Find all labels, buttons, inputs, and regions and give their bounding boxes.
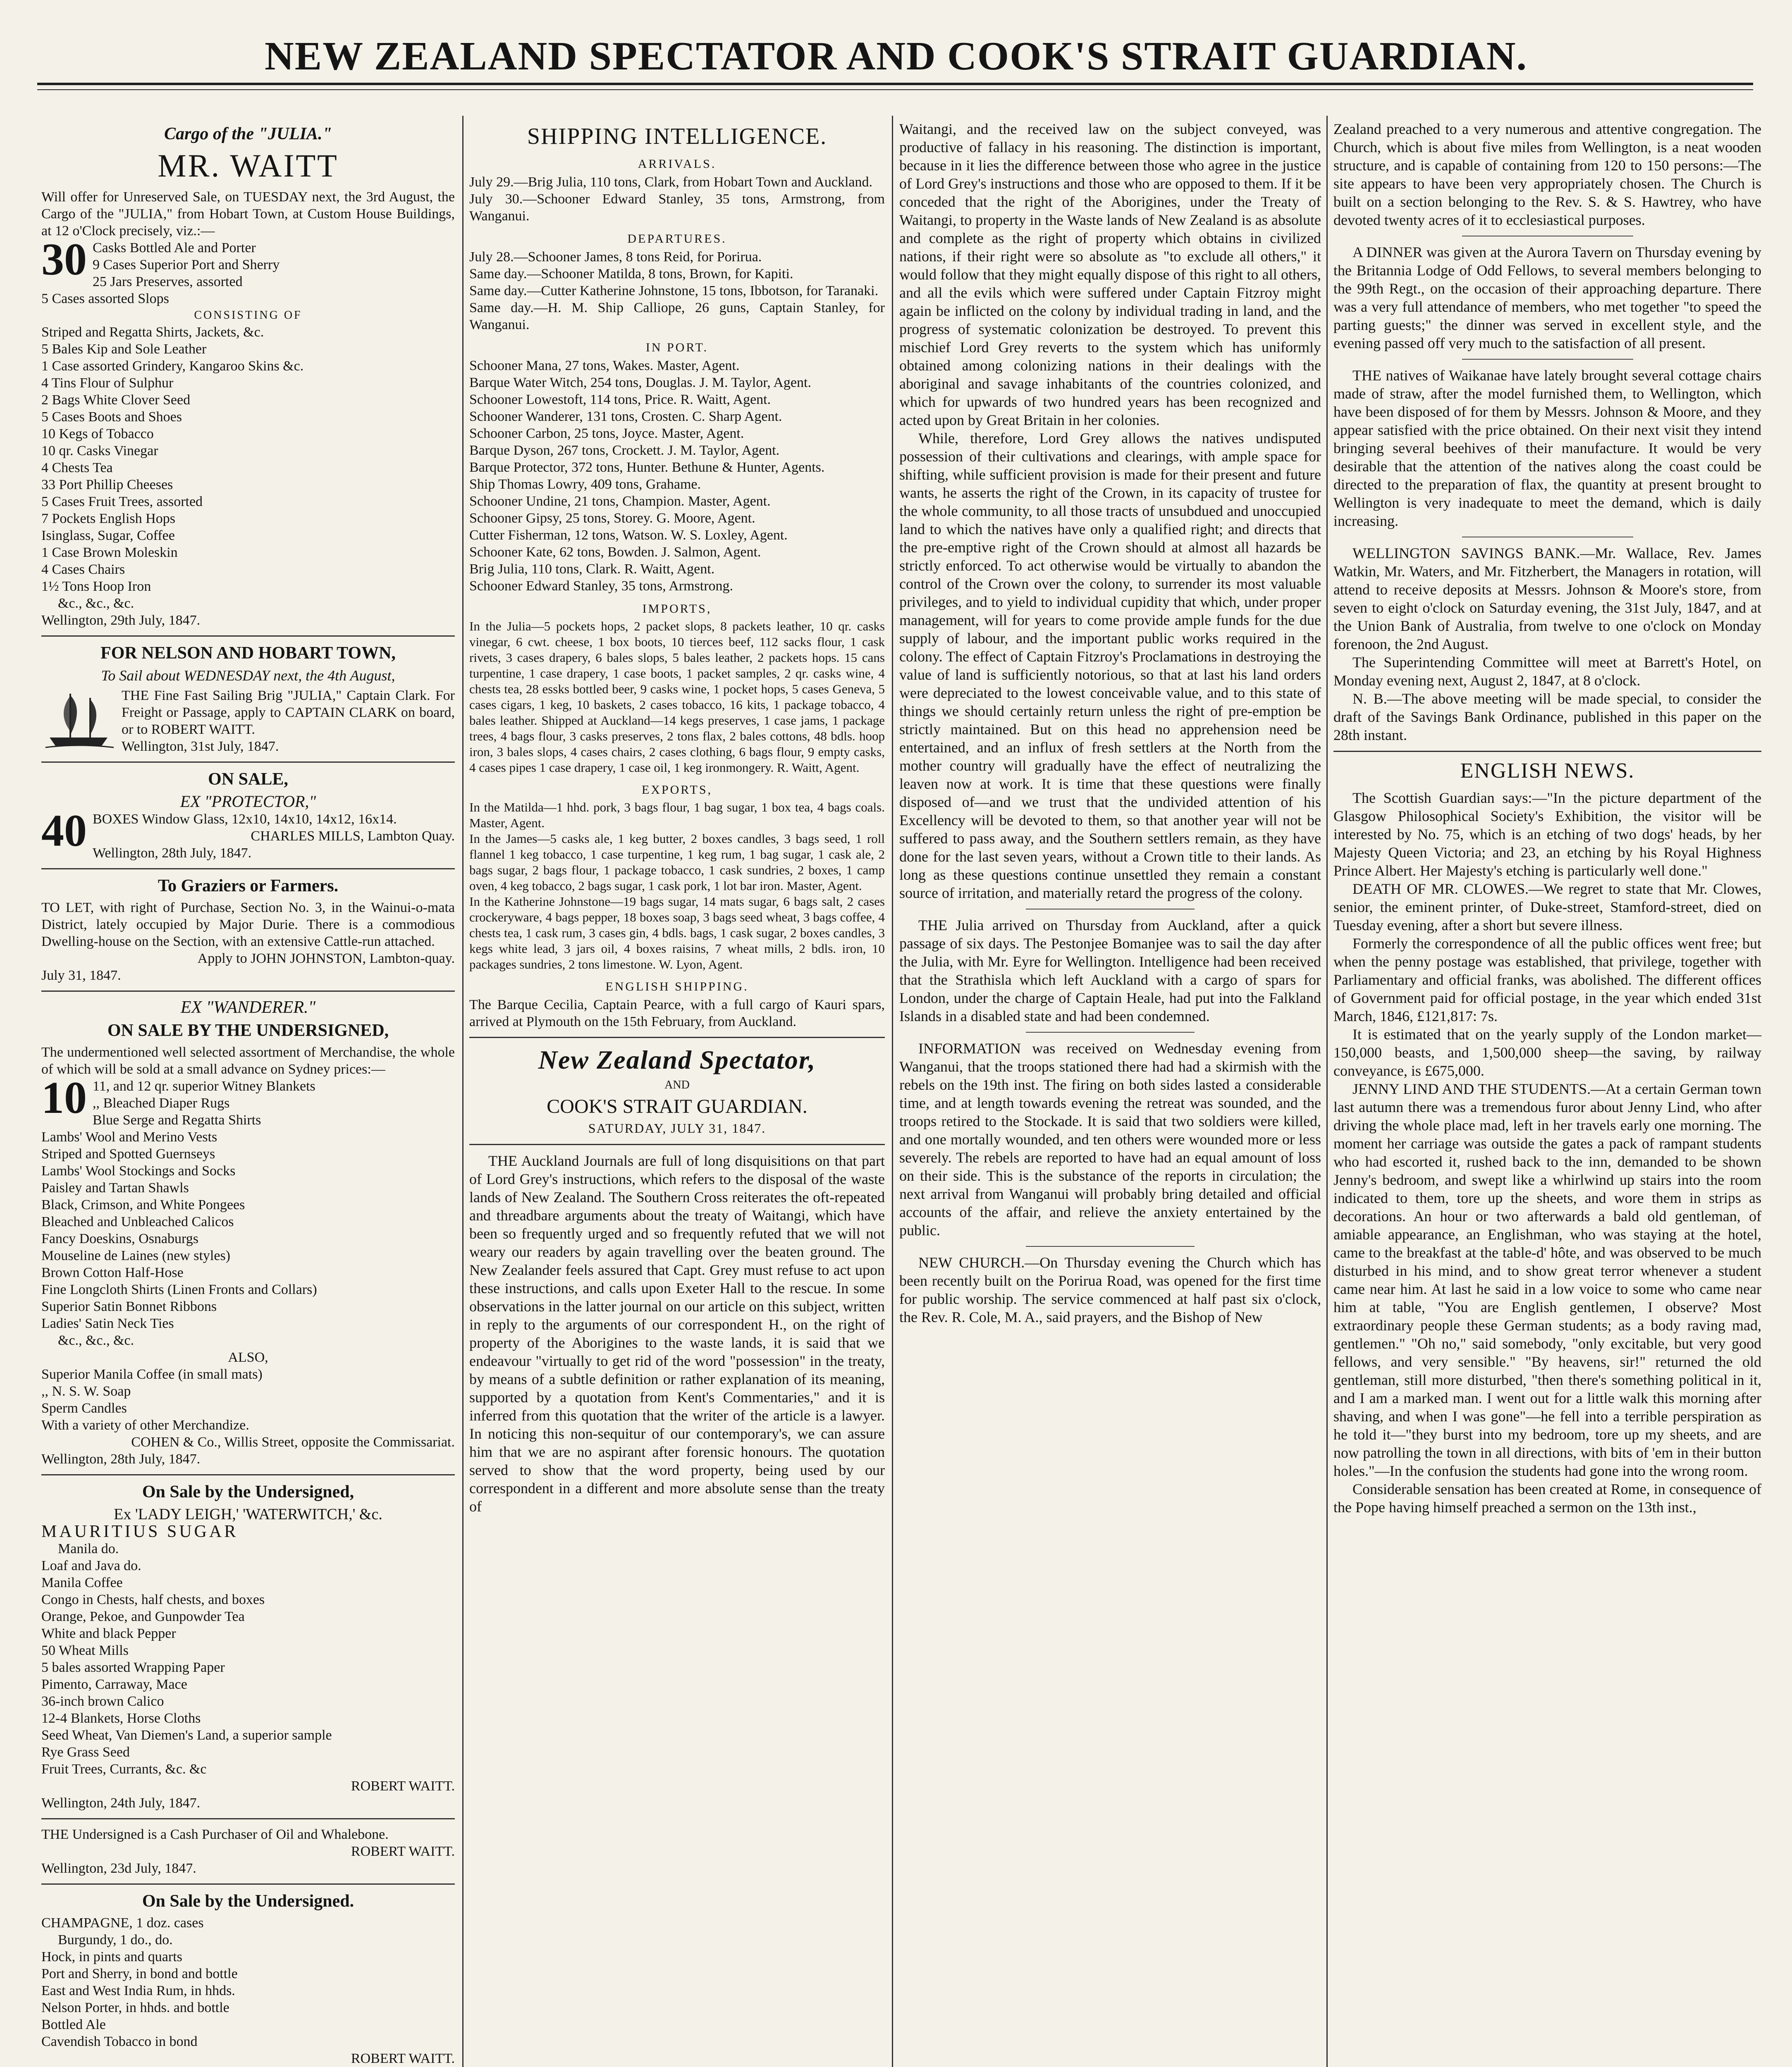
list-item: Fine Longcloth Shirts (Linen Fronts and Collars) xyxy=(41,1282,317,1297)
list-item: Manila Coffee xyxy=(41,1575,123,1590)
ad-heading: FOR NELSON AND HOBART TOWN, xyxy=(100,644,396,663)
list-item: Orange, Pekoe, and Gunpowder Tea xyxy=(41,1609,245,1624)
separator xyxy=(1462,359,1633,360)
shipping-entry: Schooner Gipsy, 25 tons, Storey. G. Moore, Agent. xyxy=(469,511,755,526)
list-item: 5 bales assorted Wrapping Paper xyxy=(41,1660,225,1675)
news-item: NEW CHURCH.—On Thursday evening the Church which has been recently built on the Porirua Road, was opened for the first time for public worship. The service commenced at half past six o'clock, the Rev. R. Cole, M. A., said prayers, and the Bishop of New xyxy=(899,1254,1321,1325)
paper-title: New Zealand Spectator, xyxy=(538,1045,816,1074)
list-item: 12-4 Blankets, Horse Cloths xyxy=(41,1711,201,1726)
list-item: CHAMPAGNE, 1 doz. cases xyxy=(41,1915,204,1931)
list-item: Paisley and Tartan Shawls xyxy=(41,1180,189,1196)
ad-subheading: EX "PROTECTOR," xyxy=(180,792,316,811)
list-item: Black, Crimson, and White Pongees xyxy=(41,1197,245,1213)
list-item: East and West India Rum, in hhds. xyxy=(41,1983,235,1998)
news-item: A DINNER was given at the Aurora Tavern on Thursday evening by the Britannia Lodge of Odd Fellows, to several members belonging to the 99th Regt., on the occasion of their approaching departure. There was a very full attendance of members, who met together "to speed the parting guests;" the dinner was served in excellent style, and the evening passed off very much to the satisfaction of all present. xyxy=(1333,244,1761,351)
separator xyxy=(1026,1032,1195,1033)
shipping-entry: Barque Protector, 372 tons, Hunter. Bethune & Hunter, Agents. xyxy=(469,460,825,475)
shipping-entry: Same day.—Schooner Matilda, 8 tons, Brown, for Kapiti. xyxy=(469,266,793,282)
ad-subheading: Ex 'LADY LEIGH,' 'WATERWITCH,' &c. xyxy=(114,1506,382,1523)
shipping-entry: July 30.—Schooner Edward Stanley, 35 tons, Armstrong, from Wanganui. xyxy=(469,191,885,224)
ad-quantity: 40 xyxy=(41,805,87,856)
ad-signature: ROBERT WAITT. xyxy=(351,1778,455,1794)
column-advertisements xyxy=(41,120,455,2067)
news-item: WELLINGTON SAVINGS BANK.—Mr. Wallace, Rev. James Watkin, Mr. Waters, and Mr. Fitzherbert, the Managers in rotation, will attend to receive deposits at Messrs. Johnson & Moore's store, from seven to eight o'clock on Saturday evening, the 31st July, 1847, and at the Union Bank of Australia, from twelve to one o'clock on Monday forenoon, the 2nd August. xyxy=(1333,545,1761,652)
separator xyxy=(41,868,455,869)
section-subheading: EXPORTS, xyxy=(641,783,713,797)
list-item: Ladies' Satin Neck Ties xyxy=(41,1316,174,1331)
separator xyxy=(1333,751,1761,752)
separator xyxy=(41,1883,455,1885)
list-item: Cavendish Tobacco in bond xyxy=(41,2034,198,2049)
list-item: ,, Bleached Diaper Rugs xyxy=(93,1096,230,1111)
ad-date: July 31, 1847. xyxy=(41,968,121,983)
ad-body xyxy=(41,687,455,738)
list-item: 10 Kegs of Tobacco xyxy=(41,426,154,442)
editorial-text: Waitangi, and the received law on the subject conveyed, was productive of fallacy in his reasoning. The distinction is important, because in it lies the difference between those who agree in the justice of Lord Grey's instructions and those who are opposed to them. If it be conceded that the right of the Aborigines, under the Treaty of Waitangi, to property in the Waste lands of New Zealand is as absolute and complete as the right of property which obtains in civilized nations, if their right were so absolute as "to exclude all others," it would follow that they might equally dispose of this right to all others, and all the evils which were suffered under Captain Fitzroy might again be inflicted on the colony by individual trading in land, and the progress of systematic colonization be destroyed. To prevent this mischief Lord Grey reverts to the system which has uniformly obtained among colonizing nations in their dealings with the aboriginal and savage inhabitants of the countries colonized, and which for upwards of two hundred years has been recognized and acted upon by Great Britain in her colonies. xyxy=(899,121,1321,428)
exports-text: In the Matilda—1 hhd. pork, 3 bags flour, 1 bag sugar, 1 box tea, 4 bags coals. Master, Agent. xyxy=(469,800,885,830)
shipping-entry: Same day.—Cutter Katherine Johnstone, 15 tons, Ibbotson, for Taranaki. xyxy=(469,283,879,298)
list-item: Nelson Porter, in hhds. and bottle xyxy=(41,2000,229,2015)
separator xyxy=(41,1474,455,1475)
paper-date: SATURDAY, JULY 31, 1847. xyxy=(588,1121,766,1136)
ad-list xyxy=(41,324,455,612)
list-item: 5 Bales Kip and Sole Leather xyxy=(41,341,207,357)
news-item: Considerable sensation has been created at Rome, in consequence of the Pope having himself preached a sermon on the 13th inst., xyxy=(1333,1481,1761,1516)
ad-subheading: ON SALE BY THE UNDERSIGNED, xyxy=(107,1021,389,1040)
section-subheading: IN PORT. xyxy=(645,341,709,354)
ad-heading: ON SALE, xyxy=(208,770,288,789)
list-item: Burgundy, 1 do., do. xyxy=(58,1932,173,1948)
list-item: Mouseline de Laines (new styles) xyxy=(41,1248,230,1263)
list-item: Manila do. xyxy=(58,1541,119,1556)
separator xyxy=(41,635,455,637)
ad-heading: To Graziers or Farmers. xyxy=(158,876,339,895)
list-item: Brown Cotton Half-Hose xyxy=(41,1265,184,1280)
shipping-entry: Cutter Fisherman, 12 tons, Watson. W. S. Loxley, Agent. xyxy=(469,527,788,543)
column-shipping xyxy=(469,120,885,2067)
news-item: INFORMATION was received on Wednesday evening from Wanganui, that the troops stationed there had had a skirmish with the rebels on the 19th inst. The firing on both sides lasted a considerable time, and at length towards evening the retreat was sounded, and the troops retired to the Stockade. It is said that two soldiers were killed, and one mortally wounded, and ten others were wounded more or less severely. The rebels are reported to have had an equal amount of loss on their side. This is the substance of the reports in circulation; the next arrival from Wanganui will probably bring detailed and official accounts of the affair, and relieve the anxiety entertained by the public. xyxy=(899,1040,1321,1239)
news-item: Zealand preached to a very numerous and attentive congregation. The Church, which is about five miles from Wellington, is a neat wooden structure, and is capable of containing from 120 to 150 persons:—The site appears to have been very appropriately chosen. The Church is built on a section belonging to the Rev. S. & S. Hawtrey, who have devoted twenty acres of it to ecclesiastical purposes. xyxy=(1333,121,1761,228)
editorial-text: THE Auckland Journals are full of long disquisitions on that part of Lord Grey's instructions, which refers to the disposal of the waste lands of New Zealand. The Southern Cross reiterates the oft-repeated and threadbare arguments about the treaty of Waitangi, which have been so frequently urged and so frequently refuted that we will not weary our readers by again travelling over the beaten ground. The New Zealander feels assured that Capt. Grey must refuse to act upon these instructions, and calls upon Exeter Hall to the rescue. In some observations in the latter journal on our article on this subject, written in reply to the arguments of our correspondent H., on the right of property of the Aborigines to the waste lands, it is said that we endeavour "virtually to get rid of the word "possession" in the treaty, by means of a subtle definition or rather explanation of its meaning, supported by a quotation from Kent's Commentaries," and it is inferred from this quotation that the writer of the article is a lawyer. In noticing this non-sequitur of our contemporary's, we can assure him that we are no aspirant after forensic honours. The quotation served to show that the word property, being used by our correspondent in a different and more absolute sense than the treaty of xyxy=(469,1153,885,1515)
ad-heading: Cargo of the "JULIA." xyxy=(164,124,332,143)
list-item: Loaf and Java do. xyxy=(41,1558,141,1573)
ad-subheading: CONSISTING OF xyxy=(194,309,302,322)
ad-signature: CHARLES MILLS, Lambton Quay. xyxy=(251,828,455,844)
list-item: 4 Chests Tea xyxy=(41,460,113,475)
ad-date: Wellington, 31st July, 1847. xyxy=(122,739,279,754)
list-item: Fruit Trees, Currants, &c. &c xyxy=(41,1761,207,1777)
list-item: 25 Jars Preserves, assorted xyxy=(93,274,243,289)
shipping-entry: Ship Thomas Lowry, 409 tons, Grahame. xyxy=(469,477,701,492)
ad-text: Will offer for Unreserved Sale, on TUESDAY next, the 3rd August, the Cargo of the "JULIA," from Hobart Town, at Custom House Buildings, at 12 o'Clock precisely, viz.:— xyxy=(41,189,455,239)
list-item: White and black Pepper xyxy=(41,1626,176,1641)
shipping-entry: Schooner Undine, 21 tons, Champion. Master, Agent. xyxy=(469,494,771,509)
ad-text: THE Undersigned is a Cash Purchaser of Oil and Whalebone. xyxy=(41,1827,389,1842)
list-item: Isinglass, Sugar, Coffee xyxy=(41,528,175,543)
section-title: ENGLISH NEWS. xyxy=(1460,759,1635,783)
paper-subtitle: COOK'S STRAIT GUARDIAN. xyxy=(547,1096,808,1117)
list-item: Fancy Doeskins, Osnaburgs xyxy=(41,1231,198,1246)
ad-text: The undermentioned well selected assortment of Merchandise, the whole of which will be sold at a small advance on Sydney prices:— xyxy=(41,1045,455,1077)
imports-text: In the Julia—5 pockets hops, 2 packet slops, 8 packets leather, 10 qr. casks vinegar, 6 cwt. cheese, 1 box boots, 10 tierces beef, 112 sacks flour, 1 cask rivets, 3 cases drapery, 6 bales slops, 5 bales leather, 2 packets hops. 15 cans turpentine, 1 case drapery, 1 case boots, 1 packet samples, 2 qr. casks wine, 4 chests tea, 28 essks bottled beer, 9 casks wine, 1 pocket hops, 5 cases Geneva, 5 cases cigars, 1 keg, 10 baskets, 2 cases tobacco, 16 kits, 1 package tobacco, 4 bales leather. Shipped at Auckland—14 kegs preserves, 1 case jams, 1 package trees, 4 bags flour, 3 casks preserves, 2 tons flax, 2 bales cottons, 48 bdls. hoop iron, 3 bales slops, 4 cases chairs, 2 cases clothing, 6 bags flour, 9 empty casks, 4 cases pipes 1 case drapery, 1 case oil, 1 keg ironmongery. R. Waitt, Agent. xyxy=(469,619,885,775)
shipping-entry: July 29.—Brig Julia, 110 tons, Clark, from Hobart Town and Auckland. xyxy=(469,174,873,190)
ad-signature: COHEN & Co., Willis Street, opposite the Commissariat. xyxy=(131,1434,455,1450)
list-item: Lambs' Wool Stockings and Socks xyxy=(41,1163,236,1179)
list-item: 1 Case assorted Grindery, Kangaroo Skins &c. xyxy=(41,358,304,374)
list-item: Seed Wheat, Van Diemen's Land, a superior sample xyxy=(41,1728,332,1743)
separator xyxy=(41,761,455,763)
separator xyxy=(1026,1246,1195,1247)
list-item: Lambs' Wool and Merino Vests xyxy=(41,1129,217,1145)
news-item: The Superintending Committee will meet at Barrett's Hotel, on Monday evening next, August 2, 1847, at 8 o'clock. xyxy=(1333,654,1761,689)
news-item: Formerly the correspondence of all the public offices went free; but when the penny postage was established, that privilege, together with Parliamentary and official franks, was abolished. The different offices of Government paid for official postage, in the year which ended 31st March, 1846, £121,817: 7s. xyxy=(1333,935,1761,1024)
editorial-text: While, therefore, Lord Grey allows the natives undisputed possession of their cultivations and clearings, with ample space for shifting, while sufficient provision is made for their present and future wants, he asserts the right of the Crown, in its capacity of trustee for the whole community, to all those tracts of unsubdued and unoccupied land to which the natives have only a qualified right; and directs that the pre-emptive right of the Crown should at almost all hazards be strictly enforced. To act otherwise would be virtually to abandon the control of the Crown over the colony, to surrender its most valuable privileges, and to yield to individual cupidity that which, under proper management, will for years to come provide ample funds for the due supply of labour, and the important public works required in the colony. The effect of Captain Fitzroy's Proclamations in destroying the value of land is sufficiently notorious, so that at last his land orders were depreciated to the lowest conceivable value, and to this state of things we should certainly return unless the right of pre-emption be strictly maintained. But on this head no apprehension need be entertained, and an influx of fresh settlers at the North from the mother country will gradually have the effect of neutralizing the leaven now at work. It is time that these questions were finally disposed of—and we trust that the undivided attention of his Excellency will be devoted to them, so that another year will not be suffered to pass away, and the Southern settlers remain, as they have done for the last seven years, without a Crown title to their lands. As long as these questions continue unsettled they remain a constant source of irritation, and materially retard the progress of the colony. xyxy=(899,430,1321,901)
column-divider xyxy=(1326,116,1328,2067)
shipping-entry: Schooner Wanderer, 131 tons, Crosten. C. Sharp Agent. xyxy=(469,409,782,424)
news-item: DEATH OF MR. CLOWES.—We regret to state that Mr. Clowes, senior, the eminent printer, of Duke-street, Stamford-street, died on Tuesday evening, after a short but severe illness. xyxy=(1333,881,1761,933)
shipping-entry: Brig Julia, 110 tons, Clark. R. Waitt, Agent. xyxy=(469,561,715,577)
section-subheading: IMPORTS, xyxy=(642,602,712,616)
list-item: Sperm Candles xyxy=(41,1401,127,1416)
list-item: Superior Manila Coffee (in small mats) xyxy=(41,1367,263,1382)
ad-signature: ROBERT WAITT. xyxy=(351,1844,455,1859)
list-item: 1 Case Brown Moleskin xyxy=(41,545,178,560)
list-item: 2 Bags White Clover Seed xyxy=(41,392,191,408)
list-item: ,, N. S. W. Soap xyxy=(41,1384,131,1399)
section-subheading: DEPARTURES. xyxy=(627,232,727,246)
list-item: Bleached and Unbleached Calicos xyxy=(41,1214,234,1229)
sailing-ship-icon xyxy=(41,689,116,751)
english-shipping-text: The Barque Cecilia, Captain Pearce, with a full cargo of Kauri spars, arrived at Plymouth on the 15th February, from Auckland. xyxy=(469,997,885,1029)
separator xyxy=(41,1818,455,1819)
list-item: Rye Grass Seed xyxy=(41,1745,130,1760)
section-title: SHIPPING INTELLIGENCE. xyxy=(527,124,827,149)
news-item: The Scottish Guardian says:—"In the picture department of the Glasgow Philosophical Society's Exhibition, the visitor will be interested by No. 75, which is an etching of two dogs' heads, by her Majesty Queen Victoria; and 23, an etching by his Royal Highness Prince Albert. Her Majesty's etching is particularly well done." xyxy=(1333,790,1761,879)
column-divider xyxy=(462,116,464,2067)
list-item: Striped and Spotted Guernseys xyxy=(41,1146,215,1162)
separator xyxy=(469,1037,885,1038)
ad-signature: ROBERT WAITT. xyxy=(351,2051,455,2066)
list-item: 9 Cases Superior Port and Sherry xyxy=(93,257,280,272)
separator xyxy=(469,1144,885,1145)
ad-text: BOXES Window Glass, 12x10, 14x10, 14x12, 16x14. xyxy=(93,812,397,827)
list-item: 5 Cases Fruit Trees, assorted xyxy=(41,494,203,509)
shipping-entry: Barque Water Witch, 254 tons, Douglas. J. M. Taylor, Agent. xyxy=(469,375,811,390)
ad-signature: Apply to JOHN JOHNSTON, Lambton-quay. xyxy=(197,951,455,966)
ad-date: Wellington, 29th July, 1847. xyxy=(41,613,201,628)
ad-text: THE Fine Fast Sailing Brig "JULIA," Captain Clark. For Freight or Passage, apply to CAPTAIN CLARK on board, or to ROBERT WAITT. xyxy=(122,688,455,737)
list-item: 4 Cases Chairs xyxy=(41,562,125,577)
exports-text: In the Katherine Johnstone—19 bags sugar, 14 mats sugar, 6 bags salt, 2 cases crockeryware, 4 bags pepper, 18 boxes soap, 3 bags seed wheat, 3 bags coffee, 4 chests tea, 1 cask rum, 3 cases gin, 4 bdls. bags, 1 cask sugar, 2 boxes candles, 3 kegs white lead, 3 jars oil, 4 boxes raisins, 7 wheat mills, 2 bdls. iron, 10 packages sundries, 2 tons limestone. W. Lyon, Agent. xyxy=(469,894,885,971)
column-divider xyxy=(892,116,893,2067)
list-item: Pimento, Carraway, Mace xyxy=(41,1677,187,1692)
list-item: Hock, in pints and quarts xyxy=(41,1949,182,1964)
ad-heading: On Sale by the Undersigned. xyxy=(142,1892,354,1911)
exports-text: In the James—5 casks ale, 1 keg butter, 2 boxes candles, 3 bags seed, 1 roll flannel 1 keg tobacco, 1 case turpentine, 1 keg rum, 1 bag sugar, 1 cask ale, 2 bags sugar, 2 bags flour, 1 package tobacco, 1 cask sundries, 2 boxes, 1 camp oven, 4 keg tobacco, 2 bags sugar, 1 cask pork, 1 lot bar iron. Master, Agent. xyxy=(469,831,885,893)
masthead-rule-bottom xyxy=(37,89,1753,90)
list-item: Congo in Chests, half chests, and boxes xyxy=(41,1592,265,1607)
list-item: With a variety of other Merchandize. xyxy=(41,1418,249,1433)
shipping-entry: Same day.—H. M. Ship Calliope, 26 guns, Captain Stanley, for Wanganui. xyxy=(469,300,885,332)
news-item: JENNY LIND AND THE STUDENTS.—At a certain German town last autumn there was a tremendous furor about Jenny Lind, who after driving the whole place mad, left in her travels early one morning. The moment her carriage was outside the gates a pack of rampant students who had escorted it, rushed back to the inn, demanded to be shown Jenny's bedroom, and swept like a whirlwind up stairs into the room indicated to them, tore up the sheets, and wore them in strips as decorations. An hour or two afterwards a bald old gentleman, of amiable appearance, an Englishman, who was staying at the hotel, came to the breakfast at the table-d' hôte, and was observed to be much disturbed in his mind, and to show great terror whenever a student came near him. At last he said in a low voice to some who came near him at table, "You are English gentlemen, I observe? Most extraordinary people these German students; as a body raving mad, gentlemen." "Oh no," said somebody, "only excitable, but very good fellows, and very sensible." "By heavens, sir!" returned the old gentleman, still more disturbed, "then there's something political in it, and I am a marked man. I went out for a little walk this morning after shaving, and when I was gone"—he fell into a terrible perspiration as he told it—"they burst into my bedroom, tore up my sheets, and are now patrolling the town in all directions, with bits of 'em in their button holes."—In the confusion the students had gone into the wrong room. xyxy=(1333,1081,1761,1479)
list-item: 10 qr. Casks Vinegar xyxy=(41,443,158,458)
list-item: 33 Port Phillip Cheeses xyxy=(41,477,173,492)
ad-date: Wellington, 28th July, 1847. xyxy=(93,845,252,861)
list-item: Striped and Regatta Shirts, Jackets, &c. xyxy=(41,325,264,340)
list-item: Blue Serge and Regatta Shirts xyxy=(93,1112,261,1128)
masthead-rule-top xyxy=(37,83,1753,85)
list-item: Port and Sherry, in bond and bottle xyxy=(41,1966,238,1981)
paper-and: AND xyxy=(664,1079,690,1091)
ad-heading: EX "WANDERER." xyxy=(180,998,316,1017)
list-item: 1½ Tons Hoop Iron xyxy=(41,579,151,594)
ad-quantity: 30 xyxy=(41,234,87,284)
ad-subheading: To Sail about WEDNESDAY next, the 4th August, xyxy=(101,667,395,684)
list-item: 7 Pockets English Hops xyxy=(41,511,175,526)
list-item: 11, and 12 qr. superior Witney Blankets xyxy=(93,1079,315,1094)
list-item: MAURITIUS SUGAR xyxy=(41,1522,239,1541)
list-item: &c., &c., &c. xyxy=(58,1333,134,1348)
news-item: N. B.—The above meeting will be made special, to consider the draft of the Savings Bank Ordinance, published in this paper on the 28th instant. xyxy=(1333,690,1761,743)
shipping-entry: Barque Dyson, 267 tons, Crockett. J. M. Taylor, Agent. xyxy=(469,443,780,458)
shipping-entry: July 28.—Schooner James, 8 tons Reid, for Porirua. xyxy=(469,249,762,265)
shipping-entry: Schooner Lowestoft, 114 tons, Price. R. Waitt, Agent. xyxy=(469,392,771,407)
list-item: ALSO, xyxy=(228,1350,268,1365)
news-item: THE Julia arrived on Thursday from Auckland, after a quick passage of six days. The Pestonjee Bomanjee was to sail the day after the Julia, with Mr. Eyre for Wellington. Intelligence had been received that the Strathisla which left Auckland with a cargo of spars for London, under the charge of Captain Heale, had put into the Falkland Islands in a disabled state and had been condemned. xyxy=(899,917,1321,1024)
ad-date: Wellington, 23d July, 1847. xyxy=(41,1861,196,1876)
section-subheading: ARRIVALS. xyxy=(638,157,717,171)
news-item: It is estimated that on the yearly supply of the London market—150,000 beasts, and 1,500,000 sheep—the saving, by railway conveyance, is £675,000. xyxy=(1333,1026,1761,1079)
masthead: NEW ZEALAND SPECTATOR AND COOK'S STRAIT GUARDIAN. xyxy=(265,34,1527,79)
shipping-entry: Schooner Kate, 62 tons, Bowden. J. Salmon, Agent. xyxy=(469,544,761,560)
column-editorial xyxy=(899,120,1321,2067)
ad-date: Wellington, 24th July, 1847. xyxy=(41,1795,201,1811)
list-item: Superior Satin Bonnet Ribbons xyxy=(41,1299,217,1314)
ad-heading: On Sale by the Undersigned, xyxy=(142,1482,354,1501)
list-item: &c., &c., &c. xyxy=(58,596,134,611)
ad-text: TO LET, with right of Purchase, Section No. 3, in the Wainui-o-mata District, lately occupied by Major Durie. There is a commodious Dwelling-house on the Section, with an extensive Cattle-run attached. xyxy=(41,900,455,949)
section-subheading: ENGLISH SHIPPING. xyxy=(605,980,749,993)
list-item: 36-inch brown Calico xyxy=(41,1694,164,1709)
ad-quantity: 10 xyxy=(41,1072,87,1123)
auctioneer-name: MR. WAITT xyxy=(158,148,339,184)
list-item: 5 Cases Boots and Shoes xyxy=(41,409,182,425)
news-item: THE natives of Waikanae have lately brought several cottage chairs made of straw, after the model furnished them, to Wellington, which have been disposed of for them by Messrs. Johnson & Moore, and they appear satisfied with the price obtained. On their next visit they intend bringing several beehives of their manufacture. It would be very desirable that the attention of the natives along the coast could be directed to the preparation of flax, the quantity at present brought to Wellington is very inadequate to meet the demand, which is daily increasing. xyxy=(1333,367,1761,529)
list-item: Bottled Ale xyxy=(41,2017,106,2032)
ad-date: Wellington, 28th July, 1847. xyxy=(41,1451,201,1467)
column-news xyxy=(1333,120,1761,2067)
separator xyxy=(41,991,455,992)
shipping-entry: Schooner Carbon, 25 tons, Joyce. Master, Agent. xyxy=(469,426,744,441)
shipping-entry: Schooner Mana, 27 tons, Wakes. Master, Agent. xyxy=(469,358,740,373)
list-item: 5 Cases assorted Slops xyxy=(41,291,169,306)
shipping-entry: Schooner Edward Stanley, 35 tons, Armstrong. xyxy=(469,578,734,594)
list-item: Casks Bottled Ale and Porter xyxy=(93,240,256,255)
list-item: 50 Wheat Mills xyxy=(41,1643,129,1658)
list-item: 4 Tins Flour of Sulphur xyxy=(41,375,174,391)
